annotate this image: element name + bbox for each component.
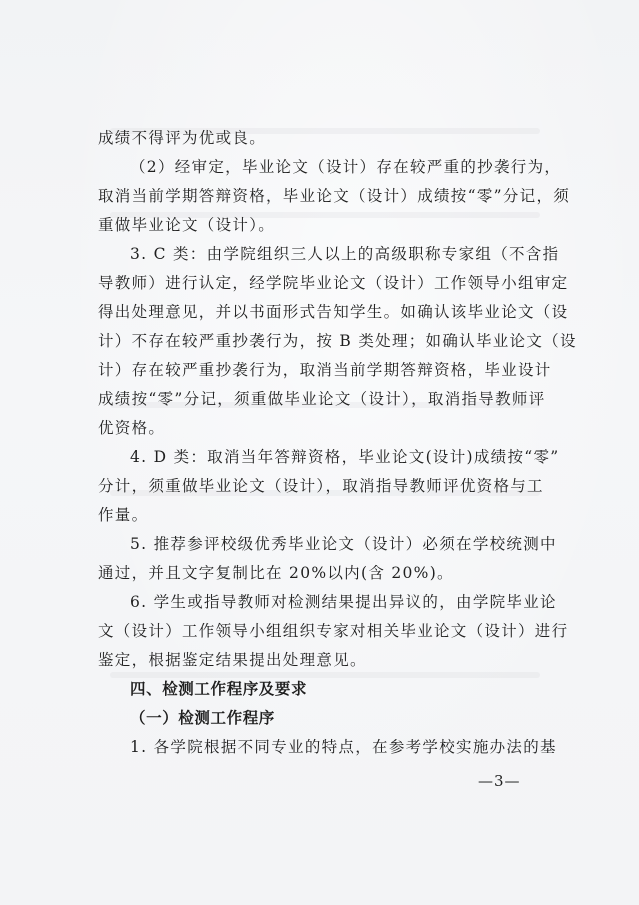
subsection-heading: （一）检测工作程序 bbox=[130, 709, 275, 727]
text-line: （2）经审定，毕业论文（设计）存在较严重的抄袭行为， bbox=[130, 158, 562, 176]
text-line: 1. 各学院根据不同专业的特点，在参考学校实施办法的基 bbox=[130, 738, 557, 756]
text-line: 优资格。 bbox=[98, 419, 166, 437]
text-line: 取消当前学期答辩资格，毕业论文（设计）成绩按“零”分记，须 bbox=[98, 187, 571, 205]
text-line: 文（设计）工作领导小组组织专家对相关毕业论文（设计）进行 bbox=[98, 622, 569, 640]
text-line: 得出处理意见，并以书面形式告知学生。如确认该毕业论文（设 bbox=[98, 303, 569, 321]
page-number: —3— bbox=[478, 772, 521, 790]
text-line: 计）不存在较严重抄袭行为，按 B 类处理；如确认毕业论文（设 bbox=[98, 332, 577, 350]
text-line: 4. D 类：取消当年答辩资格，毕业论文(设计)成绩按“零” bbox=[130, 448, 560, 466]
text-line: 鉴定，根据鉴定结果提出处理意见。 bbox=[98, 651, 367, 669]
text-line: 成绩按“零”分记，须重做毕业论文（设计），取消指导教师评 bbox=[98, 390, 546, 408]
text-line: 通过，并且文字复制比在 20%以内(含 20%)。 bbox=[98, 564, 454, 582]
text-line: 导教师）进行认定，经学院毕业论文（设计）工作领导小组审定 bbox=[98, 274, 569, 292]
text-line: 3. C 类：由学院组织三人以上的高级职称专家组（不含指 bbox=[130, 245, 560, 263]
section-heading: 四、检测工作程序及要求 bbox=[130, 680, 308, 698]
text-line: 作量。 bbox=[98, 506, 149, 524]
bleed-through-mark bbox=[110, 672, 540, 678]
text-line: 6. 学生或指导教师对检测结果提出异议的，由学院毕业论 bbox=[130, 593, 557, 611]
text-line: 5. 推荐参评校级优秀毕业论文（设计）必须在学校统测中 bbox=[130, 535, 557, 553]
text-line: 分计，须重做毕业论文（设计），取消指导教师评优资格与工 bbox=[98, 477, 544, 495]
text-line: 重做毕业论文（设计）。 bbox=[98, 216, 276, 234]
text-line: 计）存在较严重抄袭行为，取消当前学期答辩资格，毕业设计 bbox=[98, 361, 552, 379]
text-line: 成绩不得评为优或良。 bbox=[98, 129, 267, 147]
